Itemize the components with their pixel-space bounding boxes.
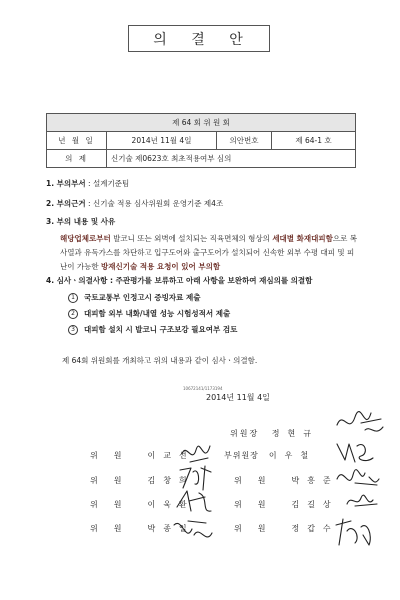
member-role: 위원 [234, 476, 282, 485]
department-label: 1. 부의부서 [46, 179, 86, 188]
member-name: 박흥준 [291, 476, 339, 485]
member-role: 위원 [234, 524, 282, 533]
member-name: 김창희 [147, 476, 195, 485]
document-number: 10672141/1173194 [183, 386, 223, 391]
handwritten-signature [335, 405, 385, 440]
member-role: 부위원장 [224, 451, 259, 460]
review-item [68, 308, 230, 319]
member-role: 위원 [90, 476, 138, 485]
member-role: 위원 [90, 451, 138, 460]
item-number: 2 [68, 309, 78, 319]
agenda-number-label: 의안번호 [217, 132, 272, 150]
signature-row [234, 499, 339, 510]
agenda-info-table [46, 113, 356, 168]
member-role: 위원 [234, 500, 282, 509]
signature-chair [230, 428, 319, 439]
handwritten-signature [333, 515, 378, 550]
resolution-date: 2014년 11월 4일 [206, 393, 270, 402]
content-company: 해당업체로부터 [60, 234, 111, 243]
chair-role: 위원장 [230, 429, 260, 438]
closing-statement: 제 64회 위원회를 개최하고 위의 내용과 같이 심사ㆍ의결함. [62, 356, 258, 365]
member-name: 이욱환 [147, 500, 195, 509]
item-text: 국토교통부 인정고시 증빙자료 제출 [84, 293, 201, 302]
member-name: 정갑수 [291, 524, 339, 533]
section-review [46, 275, 312, 287]
document-title: 의 결 안 [128, 25, 270, 52]
agenda-value: 신기술 제0623호 최초적용여부 심의 [107, 150, 356, 168]
handwritten-signature [172, 515, 214, 547]
member-role: 위원 [90, 500, 138, 509]
item-text: 대피함 외부 내화/내열 성능 시험성적서 제출 [84, 309, 231, 318]
member-name: 박종일 [147, 524, 195, 533]
signature-row [234, 523, 339, 534]
content-text-2: 으로 복사열과 유독가스를 차단하고 입구도어와 출구도어가 설치되어 신속한 외부 수평 대피 및 피난이 가능한 [60, 234, 358, 271]
review-text: 4. 심사ㆍ의결사항 : 주관평가를 보류하고 아래 사항을 보완하여 재심의를 의결함 [46, 276, 313, 285]
section-content-heading [46, 216, 115, 228]
signature-row [234, 475, 339, 486]
member-name: 김길상 [291, 500, 339, 509]
content-highlight-2: 방재신기술 적용 요청이 있어 부의함 [101, 262, 221, 271]
member-role: 위원 [90, 524, 138, 533]
handwritten-signature [335, 463, 380, 491]
section-department [46, 178, 129, 190]
content-label: 3. 부의 내용 및 사유 [46, 217, 116, 226]
member-name: 이우철 [268, 451, 317, 460]
content-paragraph [60, 232, 360, 274]
member-name: 이교선 [147, 451, 195, 460]
content-text-1: 발코니 또는 외벽에 설치되는 직육면체의 형상의 [110, 234, 273, 243]
signature-row [224, 450, 316, 461]
date-value: 2014년 11월 4일 [107, 132, 217, 150]
department-value: : 설계기준팀 [85, 179, 130, 188]
handwritten-signature [345, 490, 380, 512]
agenda-number-value: 제 64-1 호 [272, 132, 356, 150]
item-number: 1 [68, 293, 78, 303]
review-item [68, 292, 201, 303]
date-label: 년 월 일 [47, 132, 107, 150]
chair-name: 정현규 [271, 429, 319, 438]
content-highlight-1: 세대별 화재대피함 [272, 234, 333, 243]
basis-label: 2. 부의근거 [46, 199, 86, 208]
session-header: 제 64 회 위 원 회 [47, 114, 356, 132]
agenda-label: 의 제 [47, 150, 107, 168]
handwritten-signature [175, 487, 215, 517]
signature-row [90, 450, 195, 461]
item-text: 대피함 설치 시 발코니 구조보강 필요여부 검토 [84, 325, 238, 334]
item-number: 3 [68, 325, 78, 335]
basis-value: : 신기술 적용 심사위원회 운영기준 제4조 [85, 199, 224, 208]
section-basis [46, 198, 223, 210]
review-item [68, 324, 237, 335]
